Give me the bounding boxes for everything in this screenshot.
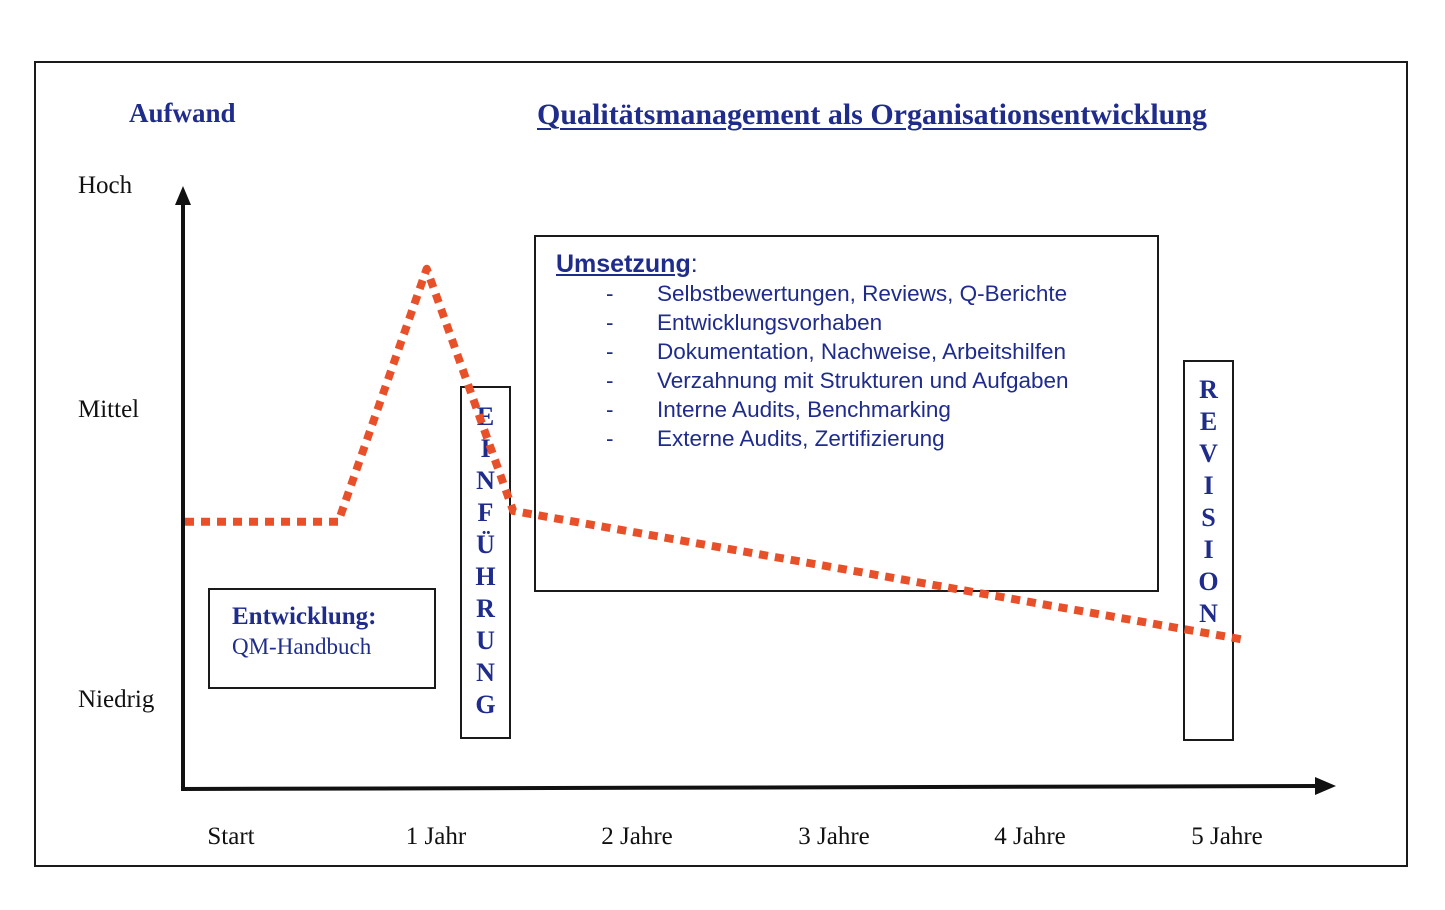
list-item-text: Entwicklungsvorhaben: [657, 310, 883, 335]
phase-entwicklung-box: [208, 588, 436, 689]
list-item: [556, 337, 1157, 366]
phase-einfuehrung-letter: F: [477, 498, 494, 527]
list-item: [556, 395, 1157, 424]
list-bullet: -: [606, 397, 614, 422]
phase-revision-letter: N: [1199, 599, 1218, 628]
phase-einfuehrung-letter: G: [475, 690, 496, 719]
phase-einfuehrung-letter: H: [475, 562, 496, 591]
phase-revision-letter: E: [1199, 407, 1218, 436]
list-item-text: Dokumentation, Nachweise, Arbeitshilfen: [657, 339, 1066, 364]
x-tick-4-jahre: 4 Jahre: [994, 823, 1066, 850]
phase-umsetzung-box: [534, 235, 1159, 592]
phase-einfuehrung-letter: I: [480, 434, 491, 463]
x-tick-2-jahre: 2 Jahre: [601, 823, 673, 850]
phase-revision-letter: O: [1198, 567, 1219, 596]
phase-einfuehrung-letter: E: [476, 402, 495, 431]
phase-umsetzung-list: [556, 279, 1157, 453]
list-item-text: Selbstbewertungen, Reviews, Q-Berichte: [657, 281, 1068, 306]
list-item: [556, 308, 1157, 337]
y-level-mittel: Mittel: [78, 396, 140, 423]
list-bullet: -: [606, 368, 614, 393]
phase-revision-box: [1183, 360, 1234, 741]
phase-revision-letter: I: [1203, 535, 1214, 564]
y-level-niedrig: Niedrig: [78, 686, 155, 713]
phase-revision-letter: V: [1199, 439, 1218, 468]
list-bullet: -: [606, 426, 614, 451]
x-tick-start: Start: [207, 823, 255, 850]
list-bullet: -: [606, 281, 614, 306]
list-item: [556, 424, 1157, 453]
phase-revision-letter: S: [1201, 503, 1216, 532]
list-item: [556, 279, 1157, 308]
phase-einfuehrung-letter: U: [476, 626, 495, 655]
y-level-hoch: Hoch: [78, 172, 133, 199]
phase-revision-letter: R: [1199, 375, 1218, 404]
diagram-title: Qualitätsmanagement als Organisationsentwicklung: [537, 98, 1208, 131]
phase-umsetzung-title: Umsetzung: [556, 250, 691, 278]
phase-einfuehrung-letter: N: [476, 466, 495, 495]
phase-einfuehrung-letter: N: [476, 658, 495, 687]
x-tick-1-jahr: 1 Jahr: [405, 823, 467, 850]
x-tick-3-jahre: 3 Jahre: [798, 823, 870, 850]
list-item-text: Verzahnung mit Strukturen und Aufgaben: [657, 368, 1069, 393]
phase-einfuehrung-box: [460, 386, 511, 739]
phase-entwicklung-title: Entwicklung:: [232, 603, 377, 630]
list-bullet: -: [606, 339, 614, 364]
x-tick-5-jahre: 5 Jahre: [1191, 823, 1263, 850]
phase-einfuehrung-letter: Ü: [476, 530, 495, 559]
phase-umsetzung-colon: :: [690, 250, 698, 278]
list-item-text: Externe Audits, Zertifizierung: [657, 426, 945, 451]
list-item: [556, 366, 1157, 395]
list-item-text: Interne Audits, Benchmarking: [657, 397, 951, 422]
phase-einfuehrung-letter: R: [476, 594, 495, 623]
phase-revision-letter: I: [1203, 471, 1214, 500]
phase-umsetzung-heading: [556, 249, 1157, 279]
y-axis-title: Aufwand: [129, 98, 236, 128]
list-bullet: -: [606, 310, 614, 335]
phase-entwicklung-subtitle: QM-Handbuch: [232, 634, 372, 659]
